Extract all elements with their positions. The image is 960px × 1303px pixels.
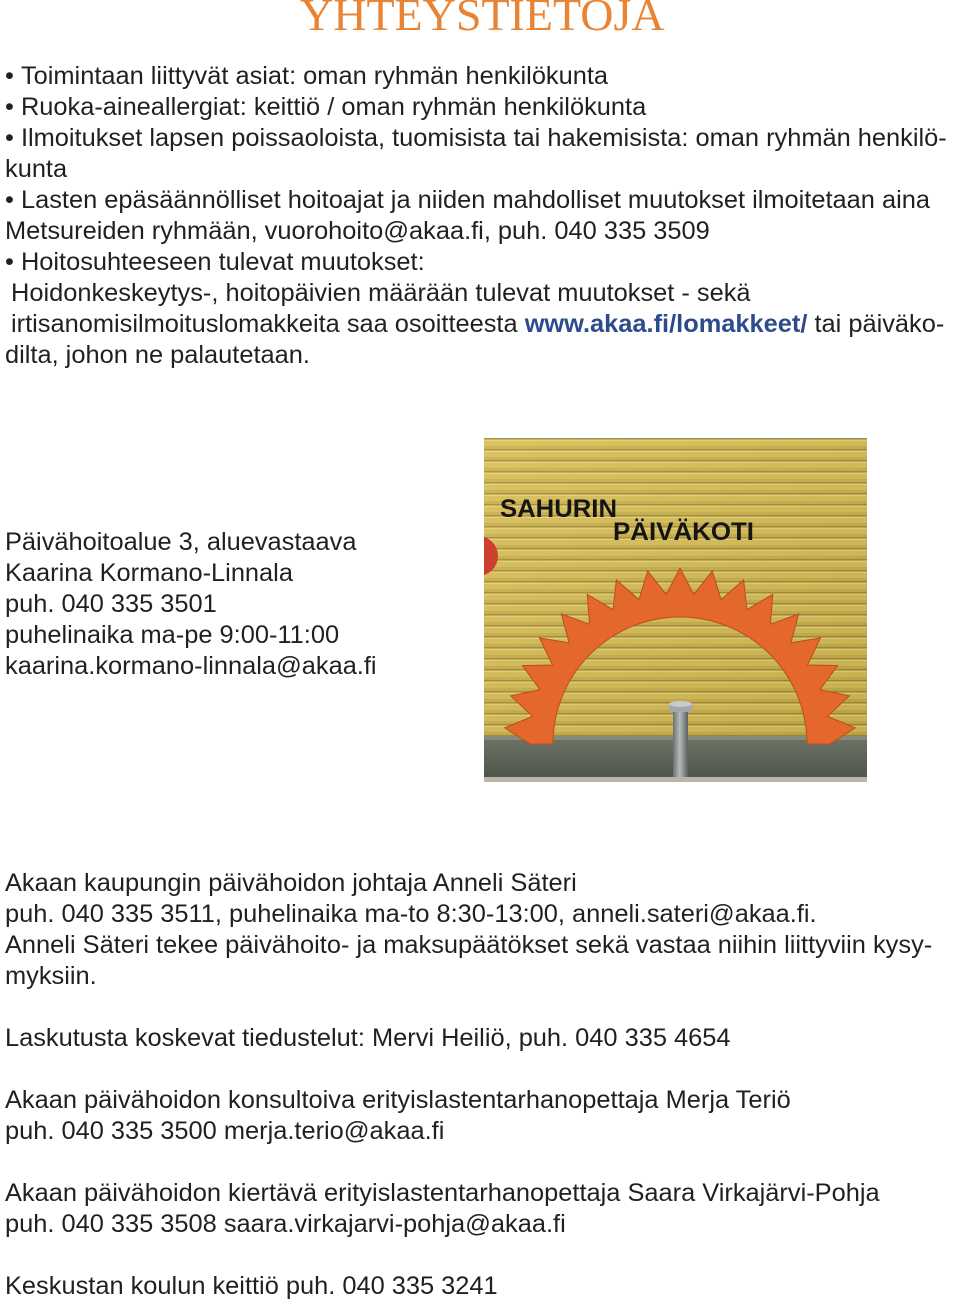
itinerant-teacher-phone: puh. 040 335 3508 saara.virkajarvi-pohja@akaa.fi [5,1210,566,1238]
info-item-food-allergies: • Ruoka-aineallergiat: keittiö / oman ryhmän henkilökunta [5,92,947,123]
forms-link[interactable]: www.akaa.fi/lomakkeet/ [524,310,808,338]
photo-bottom-edge [484,777,867,782]
info-item-activities: • Toimintaan liittyvät asiat: oman ryhmän henkilökunta [5,61,947,92]
kindergarten-photo [484,438,867,782]
consulting-teacher-contact [5,1085,932,1147]
area-manager-phone-hours: puhelinaika ma-pe 9:00-11:00 [5,621,340,649]
info-item-irregular-hours-continued: Metsureiden ryhmään, vuorohoito@akaa.fi, puh. 040 335 3509 [5,217,710,245]
care-changes-forms-text: irtisanomisilmoituslomakkeita saa osoitteesta [11,310,518,338]
page-title: YHTEYSTIETOJA [300,0,665,40]
director-phone: puh. 040 335 3511, puhelinaika ma-to 8:30-13:00, anneli.sateri@akaa.fi. [5,900,817,928]
area-manager-email: kaarina.kormano-linnala@akaa.fi [5,652,377,680]
info-item-absences-continued: kunta [5,155,68,183]
care-changes-return-note: dilta, johon ne palautetaan. [5,341,310,369]
itinerant-teacher-title: Akaan päivähoidon kiertävä erityislastentarhanopettaja Saara Virkajärvi-Pohja [5,1179,880,1207]
info-list [5,61,947,371]
consulting-teacher-title: Akaan päivähoidon konsultoiva erityislastentarhanopettaja Merja Teriö [5,1086,791,1114]
area-manager-contact [5,527,377,682]
info-item-care-changes: • Hoitosuhteeseen tulevat muutokset: [5,247,947,278]
consulting-teacher-phone: puh. 040 335 3500 merja.terio@akaa.fi [5,1117,445,1145]
bollard-cap-top [669,701,692,707]
school-kitchen-contact: Keskustan koulun keittiö puh. 040 335 3241 [5,1272,498,1300]
billing-contact: Laskutusta koskevat tiedustelut: Mervi Heiliö, puh. 040 335 4654 [5,1024,731,1052]
itinerant-teacher-contact [5,1178,932,1240]
care-changes-forms-line [5,309,947,340]
bollard-post [673,710,688,777]
info-item-irregular-hours: • Lasten epäsäännölliset hoitoajat ja niiden mahdolliset muutokset ilmoitetaan aina [5,185,947,216]
area-manager-name: Kaarina Kormano-Linnala [5,559,293,587]
care-changes-detail: Hoidonkeskeytys-, hoitopäivien määrään tulevat muutokset - sekä [11,279,751,307]
info-item-absences: • Ilmoitukset lapsen poissaoloista, tuomisista tai hakemisista: oman ryhmän henkilö- [5,123,947,154]
contacts-section [5,868,932,1302]
director-contact [5,868,932,992]
care-changes-forms-text-end: tai päiväko- [814,310,945,338]
area-manager-phone: puh. 040 335 3501 [5,590,217,618]
sign-text-paivakoti: PÄIVÄKOTI [613,518,754,546]
area-manager-role: Päivähoitoalue 3, aluevastaava [5,528,357,556]
sign-text-sahurin: SAHURIN [500,495,617,523]
director-responsibilities: Anneli Säteri tekee päivähoito- ja maksupäätökset sekä vastaa niihin liittyviin kysy- [5,931,933,959]
director-responsibilities-continued: myksiin. [5,962,97,990]
director-title: Akaan kaupungin päivähoidon johtaja Anneli Säteri [5,869,577,897]
